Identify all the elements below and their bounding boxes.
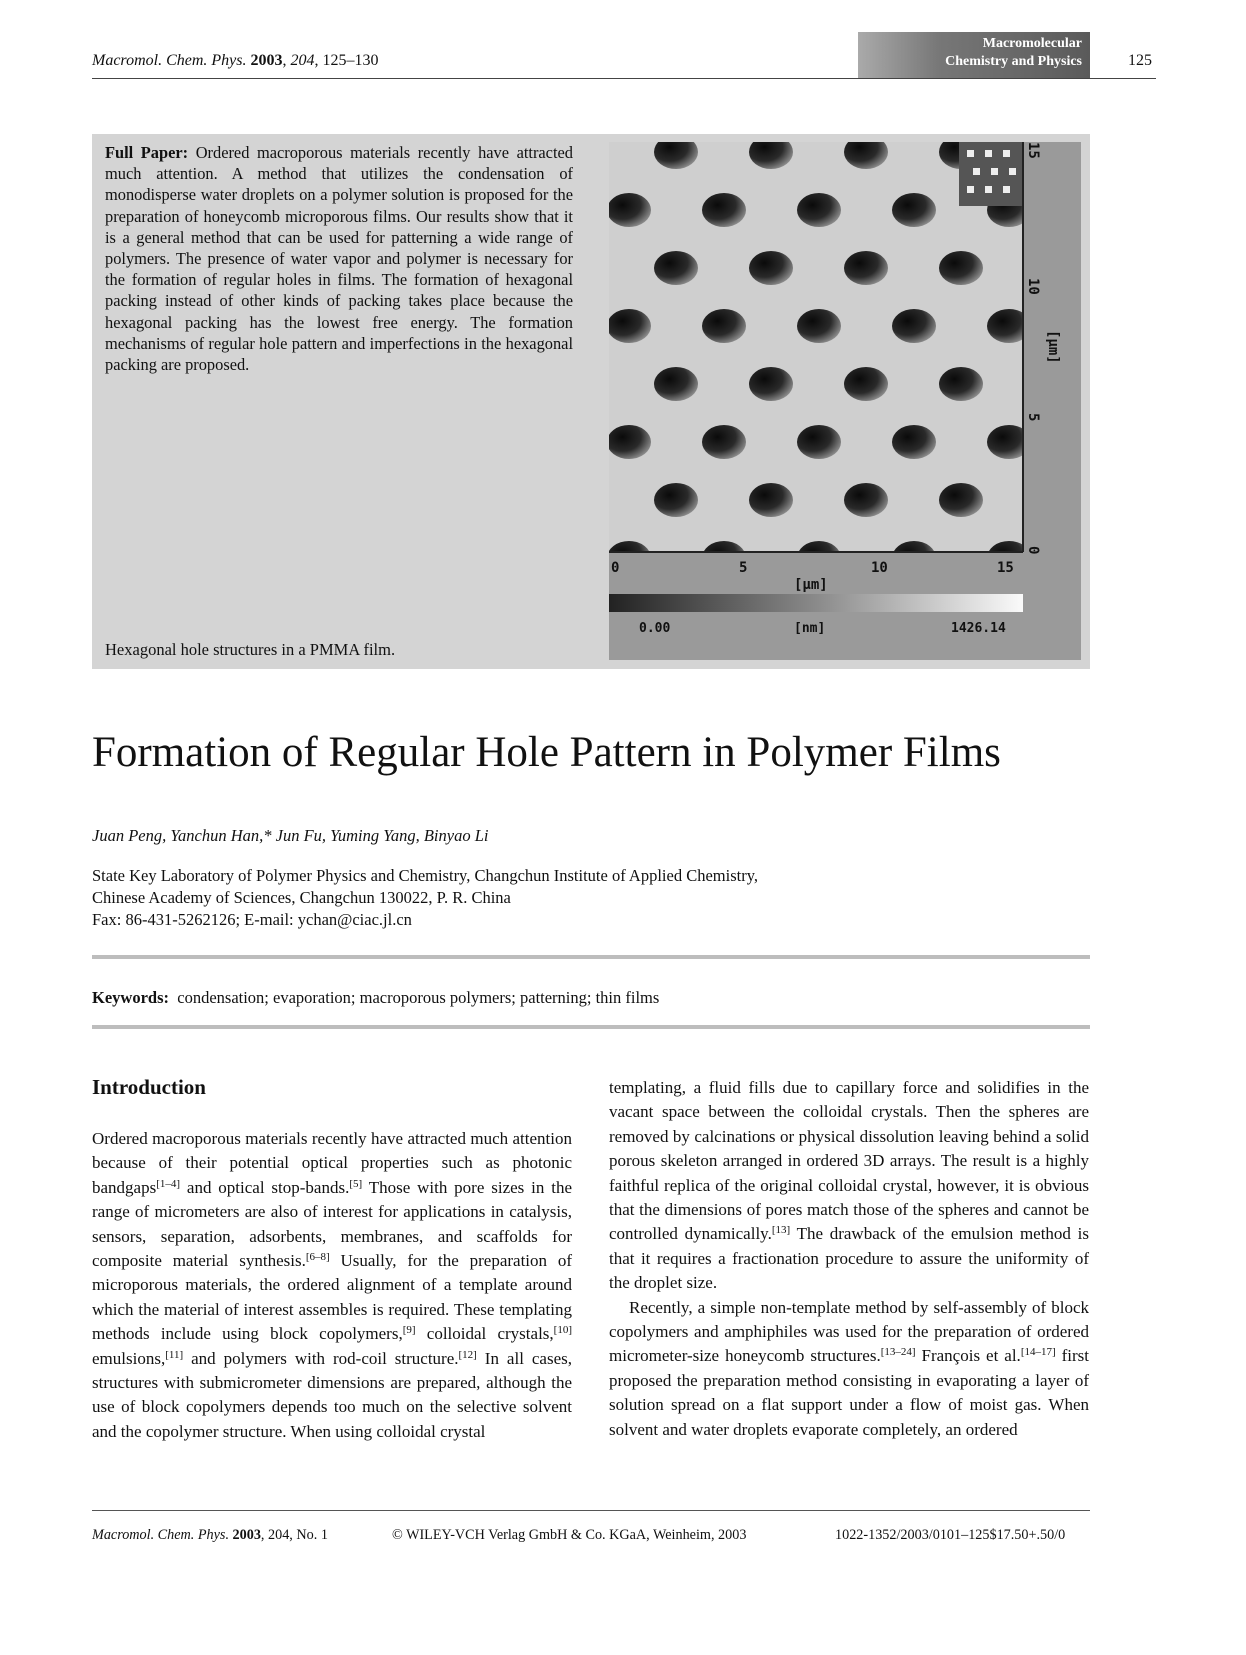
journal-logo: [858, 32, 1090, 78]
y-axis-label: [µm]: [1045, 330, 1061, 364]
afm-figure: [609, 142, 1081, 660]
footer-rule: [92, 1510, 1090, 1511]
inset-dot: [985, 186, 992, 193]
afm-image: [609, 142, 1081, 660]
hole: [939, 367, 983, 401]
inset-dot: [967, 150, 974, 157]
header-rule: [92, 78, 1156, 79]
inset-dot: [1003, 150, 1010, 157]
abstract-text: Ordered macroporous materials recently have attracted much attention. A method that utilizes the condensation of monodisperse water droplets on a polymer solution is proposed for the preparation of honeycomb microporous films. Our results show that it is a general method that can be used for patterning a wide range of polymers. The presence of water vapor and polymer is necessary for the formation of regular holes in films. The formation of hexagonal packing instead of other kinds of packing takes place because the hexagonal packing has the lowest free energy. The formation mechanisms of regular hole pattern and imperfections in the hexagonal packing are proposed.: [105, 143, 573, 375]
hole: [892, 309, 936, 343]
hole: [892, 193, 936, 227]
footer-volume: , 204, No. 1: [260, 1527, 328, 1543]
hole: [702, 425, 746, 459]
footer-copyright: © WILEY-VCH Verlag GmbH & Co. KGaA, Weinheim, 2003: [392, 1527, 747, 1543]
citation: [13]: [771, 1224, 791, 1237]
body-column-left: [92, 1127, 572, 1444]
scale-unit: [nm]: [794, 621, 826, 636]
hole: [749, 483, 793, 517]
keywords-label: Keywords:: [92, 988, 169, 1007]
hole: [939, 251, 983, 285]
footer-code: 1022-1352/2003/0101–125$17.50+.50/0: [835, 1527, 1066, 1543]
journal-name: Macromol. Chem. Phys.: [92, 52, 247, 69]
inset-dot: [973, 168, 980, 175]
hole: [844, 367, 888, 401]
citation: [10]: [553, 1324, 572, 1337]
journal-citation: Macromol. Chem. Phys. 2003, 204, 125–130: [92, 52, 379, 69]
abstract: [105, 142, 573, 375]
journal-year: 2003: [250, 52, 283, 69]
x-tick-15: 15: [997, 560, 1014, 576]
paper-title: Formation of Regular Hole Pattern in Polymer Films: [92, 729, 1001, 776]
hole: [844, 251, 888, 285]
authors: Juan Peng, Yanchun Han,* Jun Fu, Yuming Yang, Binyao Li: [92, 826, 489, 845]
hole: [892, 425, 936, 459]
hole: [749, 251, 793, 285]
abstract-label: Full Paper:: [105, 143, 189, 162]
footer-citation: [92, 1527, 328, 1544]
hole: [797, 309, 841, 343]
hole: [609, 309, 651, 343]
hole: [892, 541, 936, 575]
keywords: [92, 988, 659, 1008]
citation: [6–8]: [305, 1251, 330, 1264]
page-number: 125: [1128, 52, 1152, 69]
affiliation-line-3: Fax: 86-431-5262126; E-mail: ychan@ciac.jl.cn: [92, 910, 412, 929]
keywords-rule-top: [92, 955, 1090, 959]
hole: [702, 193, 746, 227]
figure-caption: Hexagonal hole structures in a PMMA film.: [105, 640, 396, 659]
inset-dot: [991, 168, 998, 175]
hole: [654, 367, 698, 401]
affiliation-line-2: Chinese Academy of Sciences, Changchun 130022, P. R. China: [92, 888, 511, 907]
hole: [609, 425, 651, 459]
hole: [797, 541, 841, 575]
citation: [13–24]: [880, 1346, 916, 1359]
hole: [987, 309, 1031, 343]
x-tick-10: 10: [871, 560, 888, 576]
hole: [749, 367, 793, 401]
hole: [1034, 367, 1078, 401]
hole: [797, 425, 841, 459]
logo-line-1: Macromolecular: [982, 36, 1082, 51]
hole: [609, 193, 651, 227]
section-heading-introduction: Introduction: [92, 1075, 206, 1099]
journal-pages: 125–130: [322, 52, 379, 69]
body-column-right: [609, 1076, 1089, 1442]
hole: [797, 193, 841, 227]
logo-line-2: Chemistry and Physics: [945, 54, 1082, 69]
scale-min: 0.00: [639, 621, 671, 636]
scale-max: 1426.14: [951, 621, 1006, 636]
hole: [844, 483, 888, 517]
citation: [9]: [402, 1324, 416, 1337]
y-tick-5: 5: [1025, 413, 1041, 422]
hole: [654, 251, 698, 285]
paragraph: templating, a fluid fills due to capillary force and solidifies in the vacant space between the colloidal crystals. Then the spheres are removed by calcinations or physical dissolution leaving behind a solid porous skeleton arranged in ordered 3D arrays. The result is a highly faithful replica of the original colloidal crystal, however, it is obvious that the dimensions of pores match those of the spheres and cannot be controlled dynamically.[13] The drawback of the emulsion method is that it requires a fractionation procedure to assure the uniformity of the droplet size.: [609, 1078, 1089, 1293]
affiliation-line-1: State Key Laboratory of Polymer Physics and Chemistry, Changchun Institute of Applied Chemistry,: [92, 866, 759, 885]
footer-journal: Macromol. Chem. Phys.: [92, 1527, 229, 1543]
citation: [11]: [165, 1348, 184, 1361]
footer-year: 2003: [232, 1527, 261, 1543]
y-tick-10: 10: [1025, 278, 1041, 295]
height-scale-bar: [609, 594, 1023, 612]
citation: [5]: [349, 1177, 363, 1190]
inset-dot: [1009, 168, 1016, 175]
citation: [12]: [458, 1348, 477, 1361]
paragraph: Ordered macroporous materials recently have attracted much attention because of their potential optical properties such as photonic bandgaps[1–4] and optical stop-bands.[5] Those with pore sizes in the range of micrometers are also of interest for applications in catalysis, sensors, separation, adsorbents, membranes, and scaffolds for composite material synthesis.[6–8] Usually, for the preparation of microporous materials, the ordered alignment of a template around which the material of interest assembles is required. These templating methods include using block copolymers,[9] colloidal crystals,[10] emulsions,[11] and polymers with rod-coil structure.[12] In all cases, structures with submicrometer dimensions are prepared, although the use of block copolymers depends too much on the selective solvent and the copolymer structure. When using colloidal crystal: [92, 1129, 573, 1441]
hole: [987, 425, 1031, 459]
keywords-rule-bottom: [92, 1025, 1090, 1029]
hole: [1034, 483, 1078, 517]
y-tick-0: 0: [1025, 546, 1041, 555]
x-axis-label: [µm]: [794, 577, 828, 593]
paragraph: Recently, a simple non-template method by self-assembly of block copolymers and amphiphiles was used for the preparation of ordered micrometer-size honeycomb structures.[13–24] François et al.[14–17] first proposed the preparation method consisting in evaporating a layer of solution spread on a flat support under a flow of moist gas. When solvent and water droplets evaporate completely, an ordered: [609, 1297, 1089, 1439]
inset-dot: [985, 150, 992, 157]
inset-dot: [1003, 186, 1010, 193]
x-tick-5: 5: [739, 560, 748, 576]
journal-volume: 204: [290, 52, 315, 69]
hole: [702, 309, 746, 343]
affiliation: [92, 865, 758, 931]
citation: [14–17]: [1020, 1346, 1056, 1359]
x-tick-0: 0: [611, 560, 620, 576]
keywords-text: condensation; evaporation; macroporous polymers; patterning; thin films: [177, 988, 660, 1007]
inset-dot: [967, 186, 974, 193]
citation: [1–4]: [156, 1177, 181, 1190]
y-tick-15: 15: [1025, 142, 1041, 159]
hole: [654, 483, 698, 517]
hole: [939, 483, 983, 517]
